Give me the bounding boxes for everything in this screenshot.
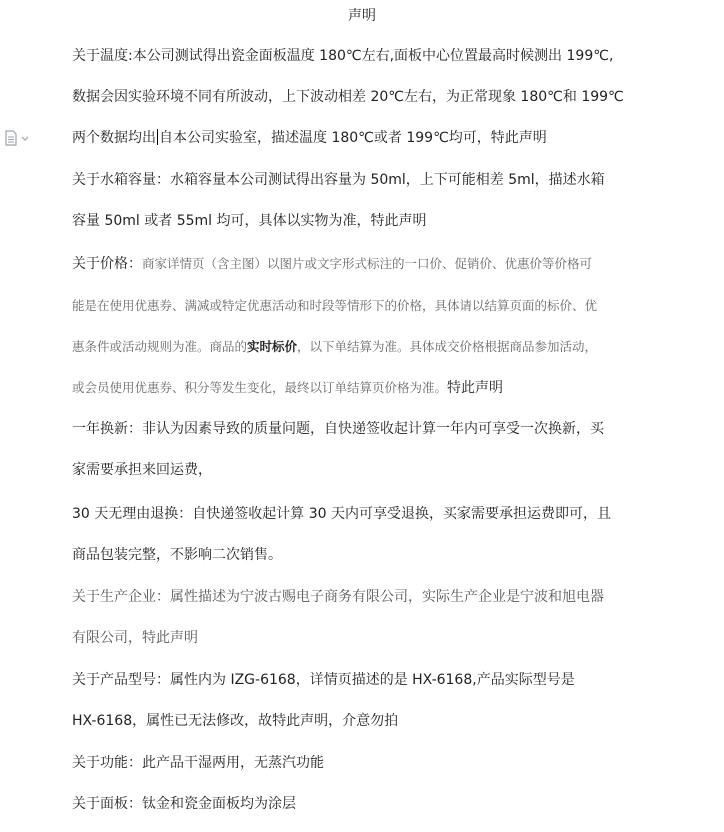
water-tank-line-2: 容量 50ml 或者 55ml 均可，具体以实物为准，特此声明	[72, 213, 427, 229]
price-line-1-text: 商家详情页（含主图）以图片或文字形式标注的一口价、促销价、优惠价等价格可	[142, 256, 593, 271]
temperature-line-3b: 自本公司实验室，描述温度 180℃或者 199℃均可，特此声明	[159, 130, 547, 146]
price-realtime-label: 实时标价	[247, 339, 298, 354]
water-tank-paragraph	[72, 160, 632, 242]
manufacturer-paragraph	[72, 577, 632, 659]
text-cursor	[157, 129, 158, 145]
water-tank-line-1: 关于水箱容量：水箱容量本公司测试得出容量为 50ml，上下可能相差 5ml，描述水箱	[72, 172, 605, 188]
price-line-3	[72, 326, 632, 367]
price-line-4b: 特此声明	[447, 380, 504, 396]
price-line-4	[72, 367, 632, 409]
thirty-day-paragraph	[72, 494, 632, 576]
panel-paragraph	[72, 784, 632, 825]
model-line-1: 关于产品型号：属性内为 IZG-6168，详情页描述的是 HX-6168,产品实际型号是	[72, 672, 575, 688]
temperature-line-2: 数据会因实验环境不同有所波动，上下波动相差 20℃左右，为正常现象 180℃和 199℃	[72, 89, 624, 105]
price-label: 关于价格：	[72, 256, 142, 272]
price-line-3c: ，以下单结算为准。具体成交价格根据商品参加活动，	[297, 339, 598, 354]
temperature-line-1: 关于温度:本公司测试得出瓷金面板温度 180℃左右,面板中心位置最高时候测出 199℃,	[72, 48, 614, 64]
price-paragraph	[72, 243, 632, 409]
model-line-2: HX-6168，属性已无法修改，故特此声明，介意勿拍	[72, 713, 399, 729]
price-line-2: 能是在使用优惠券、满减或特定优惠活动和时段等情形下的价格，具体请以结算页面的标价、优	[72, 298, 598, 313]
manufacturer-line-2: 有限公司，特此声明	[72, 630, 198, 646]
price-line-4a: 或会员使用优惠券、积分等发生变化，最终以订单结算页价格为准。	[72, 380, 448, 395]
one-year-paragraph	[72, 409, 632, 491]
manufacturer-line-1: 关于生产企业：属性描述为宁波古赐电子商务有限公司，实际生产企业是宁波和旭电器	[72, 589, 604, 605]
function-line-1: 关于功能：此产品干湿两用，无蒸汽功能	[72, 755, 324, 771]
panel-line-1: 关于面板：钛金和瓷金面板均为涂层	[72, 796, 296, 812]
one-year-line-1: 一年换新：非认为因素导致的质量问题，自快递签收起计算一年内可享受一次换新，买	[72, 421, 604, 437]
model-paragraph	[72, 660, 632, 742]
price-line-1	[72, 243, 632, 285]
one-year-line-2: 家需要承担来回运费，	[72, 462, 212, 478]
price-line-3a: 惠条件或活动规则为准。商品的	[72, 339, 248, 354]
thirty-day-line-1: 30 天无理由退换：自快递签收起计算 30 天内可享受退换，买家需要承担运费即可，且	[72, 506, 611, 522]
function-paragraph	[72, 743, 632, 784]
temperature-line-3a: 两个数据均出	[72, 130, 156, 146]
temperature-line-3	[72, 118, 632, 159]
temperature-paragraph	[72, 36, 632, 159]
thirty-day-line-2: 商品包装完整，不影响二次销售。	[72, 547, 282, 563]
document-title: 声明	[348, 8, 376, 24]
document-outline-icon[interactable]	[4, 130, 32, 146]
